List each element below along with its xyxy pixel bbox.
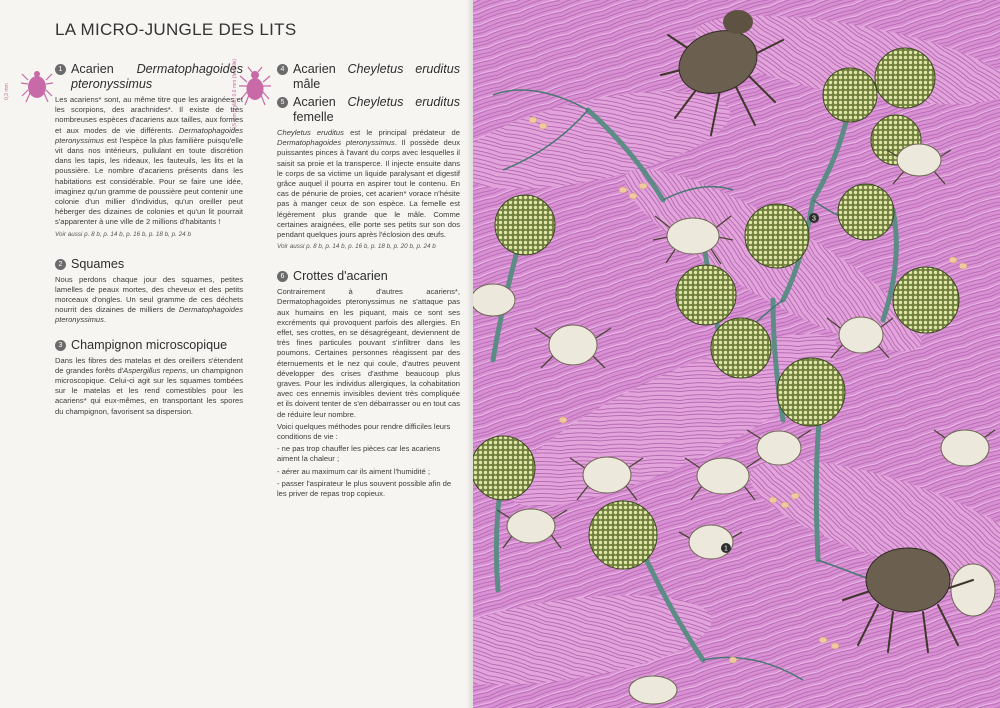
- fungus-head: [495, 195, 555, 255]
- section-1-text: Les acariens* sont, au même titre que les araignées et les scorpions, des arachnides*. Il existe de très nombreuses espèces d'acariens aux tailles, aux formes et aux modes de vie différents. Dermatophagoides pteronyssimus est l'espèce la plus familière puisqu'elle vit dans nos intérieurs, pullulant en toute discrétion dans les tapis, les rideaux, les fauteuils, les lits et la poussière. Le nombre d'acariens présents dans les habitations est considérable. Pour se faire une idée, imaginez qu'un gramme de poussière peut contenir une colonie d'un millier d'individus, qu'un oreiller peut héberger des dizaines de colonies et qu'un lit pourrait s'apparenter à une ville de 2 millions d'habitants !: [55, 95, 243, 227]
- heading-species: Dermatophagoides pteronyssimus: [71, 62, 243, 91]
- section-number-badge: 4: [277, 64, 288, 75]
- heading-text: Squames: [71, 256, 125, 271]
- section-2-text: Nous perdons chaque jour des squames, petites lamelles de peaux mortes, des cheveux et des petits morceaux d'ongles. Un seul gramme de ces déchets nourrit des dizaines de milliers de Dermatophagoides pteronyssimus.: [55, 274, 243, 325]
- scale-label-cheyletus: 0,5 mm (mâle) 0,6 mm (femelle): [232, 58, 238, 130]
- page-title: LA MICRO-JUNGLE DES LITS: [55, 20, 297, 39]
- fungus-head: [745, 204, 809, 268]
- left-page: [0, 0, 473, 708]
- marker-number: 1: [724, 545, 728, 553]
- marker-number: 3: [812, 215, 816, 223]
- heading-text: Acarien: [71, 62, 137, 76]
- fungus-head: [893, 267, 959, 333]
- section-6-text: Contrairement à d'autres acariens*, Dermatophagoides pteronyssimus ne s'attaque pas aux humains en les piquant, mais ce sont ses excréments qui provoquent parfois des allergies. En effet, ses crottes, en se désagrégeant, deviennent de très fines particules pouvant s'infiltrer dans les poumons. Certaines personnes réagissent par des éternuements et le nez qui coule, d'autres peuvent développer des crises d'asthme beaucoup plus graves. Pour les individus allergiques, la cohabitation avec ces ennemis invisibles devient très compliquée et ils doivent tenter de s'en débarrasser ou en tout cas de réduire leur nombre.: [277, 287, 460, 419]
- left-column: [55, 62, 243, 419]
- fungus-head: [875, 48, 935, 108]
- fungus-head: [838, 184, 894, 240]
- section-4-heading: 4 Acarien Cheyletus eruditus mâle: [277, 62, 460, 92]
- dermatophagoides-mite-icon: [20, 66, 54, 106]
- cheyletus-mite-icon: [238, 66, 272, 108]
- section-6-list-intro: Voici quelques méthodes pour rendre difficiles leurs conditions de vie :: [277, 421, 451, 442]
- section-5-text: Cheyletus eruditus est le principal prédateur de Dermatophagoides pteronyssimus. Il possède deux puissantes pinces à l'avant du corps avec lesquelles il saisit sa proie et la transperce. Il injecte ensuite dans le corps de sa victime un liquide paralysant et digestif grâce auquel il pourra en aspirer tout le contenu. En cas de pénurie de proies, cet acarien* vorace n'hésite pas à manger ceux de son espèce. La femelle est légèrement plus grande que le mâle. Comme certaines araignées, elle porte ses petits sur son dos pendant quelques jours après l'éclosion des œufs.: [277, 128, 460, 240]
- section-1-see-also: Voir aussi p. 8 b, p. 14 b, p. 16 b, p. 18 b, p. 24 b: [55, 230, 191, 238]
- list-item: - ne pas trop chauffer les pièces car les acariens aiment la chaleur ;: [277, 444, 441, 464]
- section-5-see-also: Voir aussi p. 8 b, p. 14 b, p. 16 b, p. 18 b, p. 20 b, p. 24 b: [277, 243, 436, 251]
- section-3-heading: [55, 338, 243, 353]
- section-2-heading: [55, 257, 243, 272]
- section-3-text: Dans les fibres des matelas et des oreillers s'étendent de grandes forêts d'Aspergillus repens, un champignon microscopique. Celui-ci agit sur les squames tombées sur le matelas et les rend comestibles pour les acariens* qui eux-mêmes, en transportant les spores du champignon, favorisent sa dispersion.: [55, 355, 243, 416]
- fungus-head: [473, 436, 535, 500]
- section-number-badge: 2: [55, 259, 66, 270]
- section-number-badge: 6: [277, 271, 288, 282]
- section-5-heading: 5 Acarien Cheyletus eruditus femelle: [277, 95, 460, 125]
- scale-label-dermato: 0,3 mm: [4, 83, 10, 100]
- fungus-head: [711, 318, 771, 378]
- list-item: - passer l'aspirateur le plus souvent possible afin de les priver de repas trop copieux.: [277, 478, 452, 499]
- illustration-canvas: [473, 0, 1000, 708]
- section-number-badge: 3: [55, 340, 66, 351]
- list-item: - aérer au maximum car ils aiment l'humidité ;: [277, 466, 430, 476]
- fungus-head: [676, 265, 736, 325]
- section-6-heading: [277, 269, 460, 284]
- illustration-marker-3: [809, 213, 819, 223]
- fungus-head: [589, 501, 657, 569]
- section-number-badge: 5: [277, 97, 288, 108]
- right-column: [277, 62, 460, 501]
- fungus-head: [777, 358, 845, 426]
- micro-jungle-illustration: [473, 0, 1000, 708]
- fungus-head: [823, 68, 877, 122]
- illustration-marker-1: [721, 543, 731, 553]
- section-number-badge: 1: [55, 64, 66, 75]
- heading-text: Champignon microscopique: [71, 337, 228, 352]
- heading-text: Crottes d'acarien: [293, 269, 388, 284]
- section-1-heading: [55, 62, 243, 92]
